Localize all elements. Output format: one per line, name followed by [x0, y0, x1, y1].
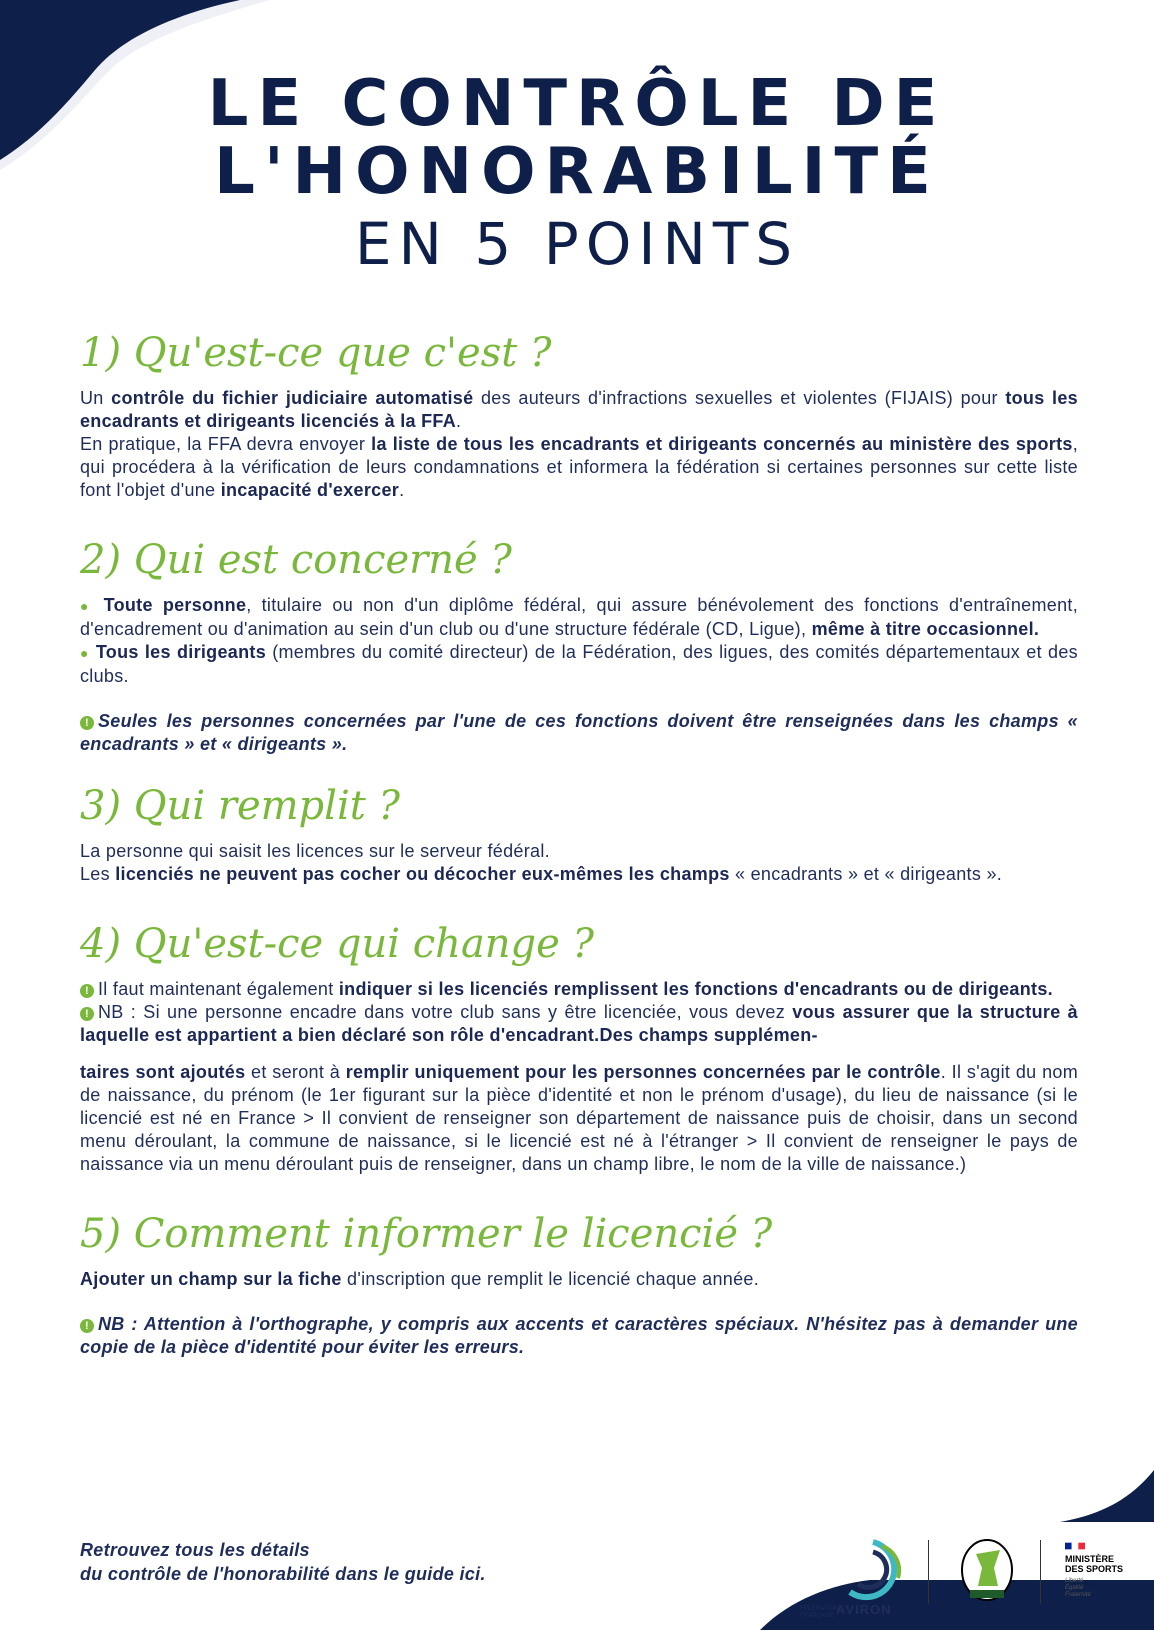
ffa-federation-label: FÉDÉRATION FRANÇAISE [800, 1606, 839, 1619]
logo-separator [928, 1540, 929, 1604]
note-text: NB : Attention à l'orthographe, y compris aux accents et caractères spéciaux. N'hésitez pas à demander une copie de la pièce d'identité pour éviter les erreurs. [80, 1314, 1078, 1357]
french-flag-icon [1065, 1542, 1085, 1550]
text: En pratique, la FFA devra envoyer [80, 434, 372, 454]
section-3 [80, 778, 1078, 886]
ministry-label [1065, 1554, 1123, 1574]
section-2-bullet-1 [80, 594, 1078, 641]
section-1-paragraph [80, 387, 1078, 502]
info-icon: ! [80, 716, 94, 730]
bold-text: même à titre occasionnel. [811, 619, 1040, 639]
section-5-note [80, 1313, 1078, 1359]
note-text: Seules les personnes concernées par l'une de ces fonctions doivent être renseignées dans les champs « encadrants » et « dirigeants ». [80, 711, 1078, 754]
title-line-3: EN 5 POINTS [354, 210, 800, 278]
text: « encadrants » et « dirigeants ». [729, 864, 1003, 884]
ministry-motto [1065, 1578, 1091, 1599]
title-line-1: LE CONTRÔLE DE [207, 67, 947, 141]
bold-text: Toute personne [103, 595, 247, 615]
section-2-bullet-2 [80, 641, 1078, 688]
text: (membres du comité directeur) de la Fédération, des ligues, des comités départementaux et des clubs. [80, 642, 1078, 686]
motto-line: Égalité [1065, 1585, 1084, 1591]
title-line-2: L'HONORABILITÉ [214, 135, 940, 209]
section-2 [80, 532, 1078, 756]
text: . [399, 480, 405, 500]
section-5-paragraph [80, 1268, 1078, 1291]
main-content [80, 325, 1078, 1389]
bold-text: contrôle du fichier judiciaire automatisé [111, 388, 474, 408]
section-4-title: 4) Qu'est-ce qui change ? [80, 921, 594, 967]
motto-line: Fraternité [1065, 1592, 1091, 1598]
section-1 [80, 325, 1078, 502]
logo-separator [1040, 1540, 1041, 1604]
bold-text: indiquer si les licenciés remplissent les fonctions d'encadrants ou de dirigeants. [338, 979, 1053, 999]
info-icon: ! [80, 1319, 94, 1333]
bullet-icon: ● [80, 645, 90, 661]
text: Un [80, 388, 112, 408]
section-4 [80, 916, 1078, 1176]
text: Il faut maintenant également [98, 979, 339, 999]
text: . [456, 411, 462, 431]
bold-text: la liste de tous les encadrants et dirigeants concernés au ministère des sports [371, 434, 1073, 454]
guide-link[interactable] [80, 1538, 486, 1586]
section-5-title: 5) Comment informer le licencié ? [80, 1211, 773, 1257]
bold-text: tous les encadrants et dirigeants licenciés à la FFA [80, 388, 1078, 431]
guide-link-line-1[interactable]: Retrouvez tous les détails [80, 1540, 310, 1560]
page-title [0, 67, 1154, 282]
bold-text: remplir uniquement pour les personnes concernées par le contrôle [345, 1062, 941, 1082]
section-2-note [80, 710, 1078, 756]
section-4-point-3 [80, 1061, 1078, 1176]
info-icon: ! [80, 984, 94, 998]
bold-text: Tous les dirigeants [95, 642, 267, 662]
text: d'inscription que remplit le licencié chaque année. [341, 1269, 760, 1289]
section-2-title: 2) Qui est concerné ? [80, 537, 512, 583]
text: NB : Si une personne encadre dans votre club sans y être licenciée, vous devez [98, 1002, 793, 1022]
bold-text: incapacité d'exercer [220, 480, 400, 500]
section-4-point-1 [80, 978, 1078, 1001]
text: Les [80, 864, 116, 884]
bold-text: licenciés ne peuvent pas cocher ou décocher eux-mêmes les champs [115, 864, 730, 884]
ffa-aviron-label: AVIRON [836, 1602, 892, 1617]
bold-text: taires sont ajoutés [80, 1062, 246, 1082]
text: et seront à [245, 1062, 346, 1082]
section-4-point-2 [80, 1001, 1078, 1047]
text: . Il s'agit du nom de naissance, du prénom (le 1er figurant sur la pièce d'identité et non le prénom d'usage), du lieu de naissance (si le licencié est né en France > Il convient de renseigner son département de naissance puis de choisir, dans un second menu déroulant, la commune de naissance, si le licencié est né à l'étranger > Il convient de renseigner le pays de naissance via un menu déroulant puis de renseigner, dans un champ libre, le nom de la ville de naissance.) [80, 1062, 1078, 1174]
ministry-line-2: DES SPORTS [1065, 1564, 1124, 1574]
guide-link-line-2[interactable]: du contrôle de l'honorabilité dans le guide ici. [80, 1564, 486, 1584]
text: des auteurs d'infractions sexuelles et violentes (FIJAIS) pour [473, 388, 1006, 408]
motto-line: Liberté [1065, 1578, 1084, 1584]
partner-logos [800, 1520, 1154, 1630]
text: , titulaire ou non d'un diplôme fédéral, qui assure bénévolement des fonctions d'entraînement, d'encadrement ou d'animation au sein d'un club ou d'une structure fédérale (CD, Ligue), [80, 595, 1078, 639]
bold-text: Des champs supplémen- [599, 1025, 818, 1045]
section-5 [80, 1206, 1078, 1359]
bullet-icon: ● [80, 598, 94, 614]
section-1-title: 1) Qu'est-ce que c'est ? [80, 330, 552, 376]
club-logo-icon [960, 1538, 1014, 1608]
bold-text: vous assurer que la structure à laquelle est appartient a bien déclaré son rôle d'encadrant. [80, 1002, 1078, 1045]
bold-text: Ajouter un champ sur la fiche [80, 1269, 342, 1289]
text: La personne qui saisit les licences sur le serveur fédéral. [80, 841, 550, 861]
section-3-paragraph [80, 840, 1078, 886]
ministry-line-1: MINISTÈRE [1065, 1554, 1115, 1564]
info-icon: ! [80, 1007, 94, 1021]
section-3-title: 3) Qui remplit ? [80, 783, 400, 829]
text: , qui procédera à la vérification de leurs condamnations et informera la fédération si certaines personnes sur cette liste font l'objet d'une [80, 434, 1078, 500]
